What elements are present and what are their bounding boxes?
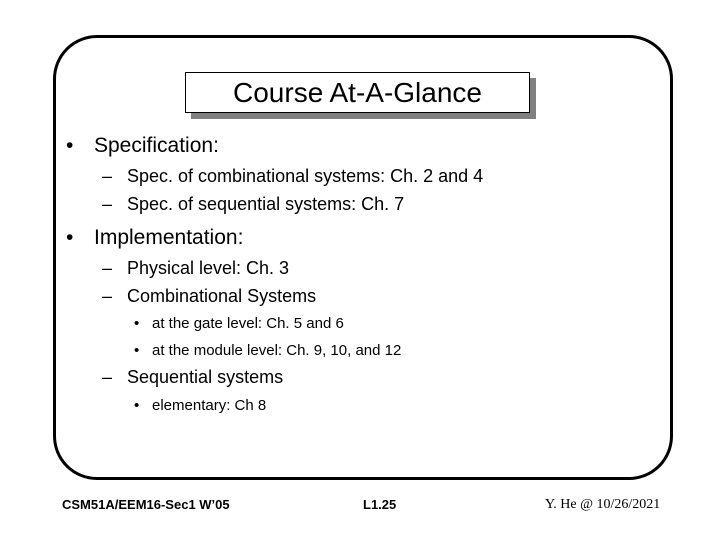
bullet-mark: • [134, 315, 140, 332]
bullet-text: Specification: [94, 134, 219, 157]
bullet-mark: • [66, 226, 74, 249]
footer-course: CSM51A/EEM16-Sec1 W’05 [62, 497, 230, 512]
dash-mark: – [102, 258, 113, 278]
bullet-text: Combinational Systems [127, 286, 317, 306]
sub-sub-bullet-module-level [134, 342, 401, 359]
bullet-text: Implementation: [94, 226, 244, 249]
sub-bullet-physical-level [102, 258, 289, 279]
footer-author-date: Y. He @ 10/26/2021 [545, 497, 661, 512]
bullet-text: Spec. of combinational systems: Ch. 2 and 4 [127, 166, 484, 186]
slide-title-text: Course At-A-Glance [233, 76, 482, 108]
slide-title [185, 72, 530, 113]
sub-bullet-combinational-spec [102, 166, 483, 187]
dash-mark: – [102, 194, 113, 214]
bullet-text: at the gate level: Ch. 5 and 6 [152, 315, 344, 332]
bullet-mark: • [66, 134, 74, 157]
bullet-text: Spec. of sequential systems: Ch. 7 [127, 194, 405, 214]
bullet-text: Physical level: Ch. 3 [127, 258, 290, 278]
sub-sub-bullet-gate-level [134, 315, 344, 332]
sub-bullet-combinational-systems [102, 286, 316, 307]
dash-mark: – [102, 286, 113, 306]
bullet-text: at the module level: Ch. 9, 10, and 12 [152, 342, 402, 359]
bullet-text: elementary: Ch 8 [152, 397, 267, 414]
sub-bullet-sequential-spec [102, 194, 404, 215]
bullet-mark: • [134, 397, 140, 414]
footer-slide-number: L1.25 [363, 497, 397, 512]
bullet-implementation [66, 226, 243, 250]
dash-mark: – [102, 367, 113, 387]
sub-sub-bullet-elementary [134, 397, 266, 414]
bullet-text: Sequential systems [127, 367, 284, 387]
bullet-specification [66, 134, 219, 158]
dash-mark: – [102, 166, 113, 186]
bullet-mark: • [134, 342, 140, 359]
sub-bullet-sequential-systems [102, 367, 283, 388]
